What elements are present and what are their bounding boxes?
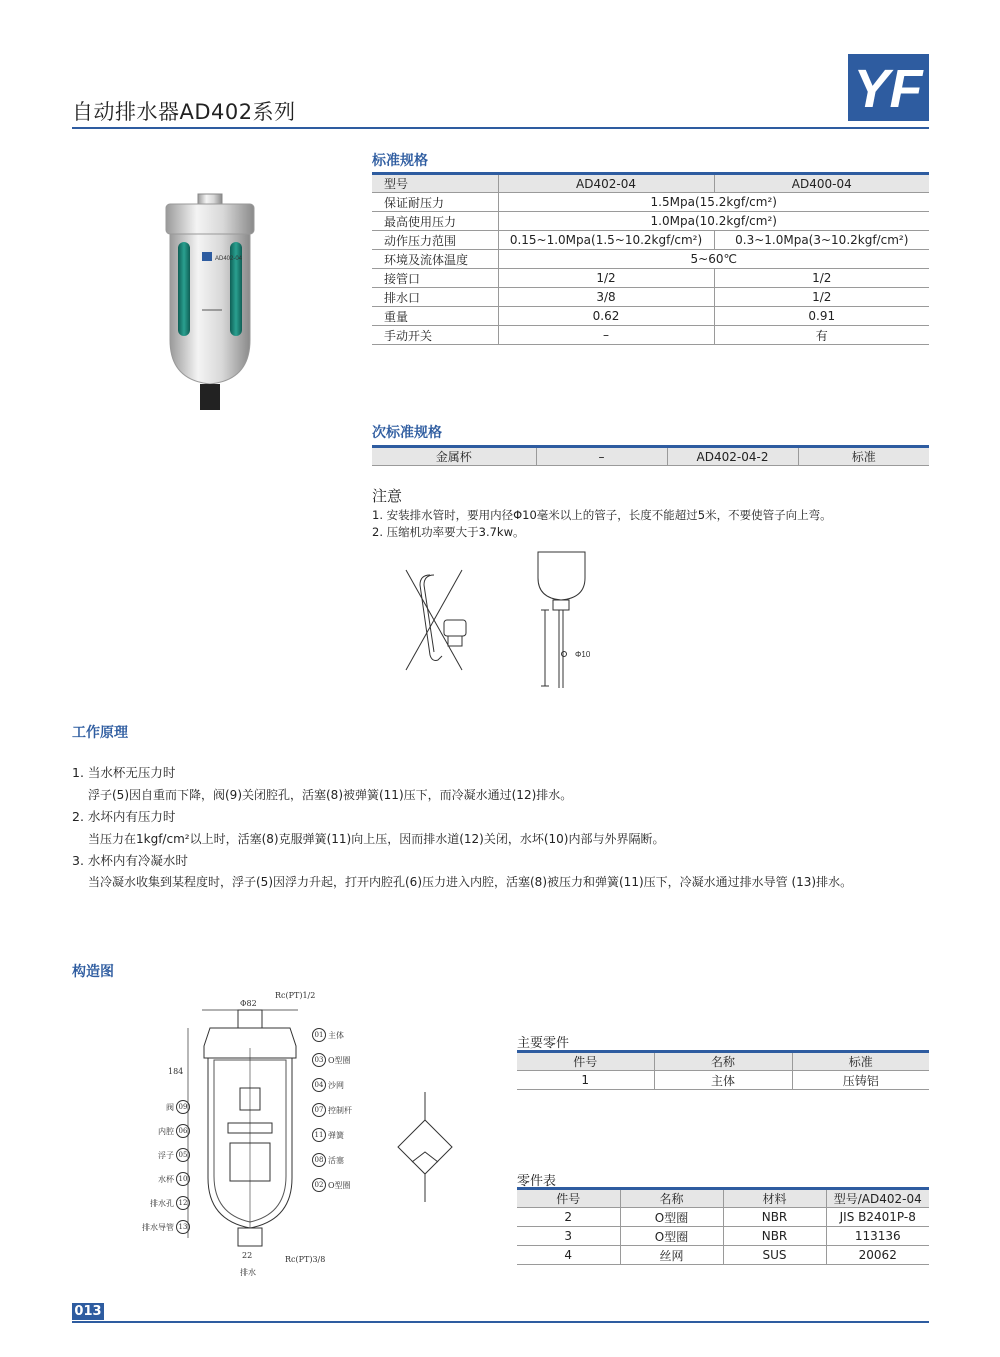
table-cell: 20062 (826, 1246, 929, 1265)
part-number: 02 (312, 1178, 326, 1192)
table-row (372, 212, 929, 231)
sub-spec-table (372, 445, 929, 466)
row-label: 手动开关 (372, 326, 498, 345)
page-number: 013 (72, 1303, 104, 1320)
header-cell: 型号 (372, 174, 498, 193)
part-callout (128, 1100, 190, 1114)
table-row (517, 1071, 929, 1090)
main-parts-title: 主要零件 (517, 1036, 570, 1051)
brand-logo (848, 54, 929, 121)
table-cell: 0.3~1.0Mpa(3~10.2kgf/cm²) (714, 231, 929, 250)
product-badge: AD402-04 (215, 256, 243, 262)
table-cell: O型圈 (620, 1208, 723, 1227)
part-number: 06 (176, 1124, 190, 1138)
working-heading: 3. 水杯内有冷凝水时 (72, 853, 188, 868)
part-number: 04 (312, 1078, 326, 1092)
table-cell: 4 (517, 1246, 620, 1265)
part-number: 09 (176, 1100, 190, 1114)
product-photo (160, 190, 260, 420)
dim-height: 184 (168, 1067, 184, 1076)
row-label: 动作压力范围 (372, 231, 498, 250)
part-name: 浮子 (158, 1150, 174, 1160)
standard-spec-title: 标准规格 (372, 153, 428, 169)
table-row (517, 1246, 929, 1265)
table-row (372, 288, 929, 307)
table-row (372, 269, 929, 288)
table-cell: 1.0Mpa(10.2kgf/cm²) (498, 212, 929, 231)
part-number: 05 (176, 1148, 190, 1162)
part-name: 水杯 (158, 1174, 174, 1184)
part-name: 控制杆 (328, 1105, 352, 1115)
part-callout (128, 1220, 190, 1234)
part-number: 08 (312, 1153, 326, 1167)
part-number: 07 (312, 1103, 326, 1117)
diameter-label: Φ10 (575, 650, 591, 659)
structure-title: 构造图 (72, 964, 114, 980)
table-header-row (517, 1189, 929, 1208)
table-cell: 113136 (826, 1227, 929, 1246)
parts-list-table (517, 1187, 929, 1265)
table-cell: 压铸铝 (792, 1071, 929, 1090)
part-name: 排水导管 (142, 1222, 174, 1232)
working-heading: 1. 当水杯无压力时 (72, 765, 176, 780)
table-cell: 3 (517, 1227, 620, 1246)
dim-bottom: 22 (242, 1251, 253, 1260)
part-callout (312, 1153, 382, 1167)
part-callout (312, 1103, 382, 1117)
main-parts-table (517, 1050, 929, 1090)
dim-port-top: Rc(PT)1/2 (275, 991, 316, 1000)
table-row (372, 326, 929, 345)
dim-port-bottom: Rc(PT)3/8 (285, 1255, 326, 1264)
header-cell: 材料 (723, 1189, 826, 1208)
table-cell: 主体 (654, 1071, 792, 1090)
part-name: O型圈 (328, 1180, 351, 1190)
table-row (372, 193, 929, 212)
table-cell: SUS (723, 1246, 826, 1265)
table-row (517, 1208, 929, 1227)
part-number: 03 (312, 1053, 326, 1067)
table-cell: 0.91 (714, 307, 929, 326)
table-cell: 5~60℃ (498, 250, 929, 269)
note-item: 2. 压缩机功率要大于3.7kw。 (372, 525, 525, 539)
table-cell: – (536, 447, 667, 466)
note-item: 1. 安装排水管时，要用内径Φ10毫米以上的管子，长度不能超过5米，不要使管子向上弯。 (372, 508, 832, 522)
row-label: 接管口 (372, 269, 498, 288)
parts-list-title: 零件表 (517, 1174, 557, 1189)
notes-title: 注意 (372, 487, 403, 505)
standard-spec-table (372, 172, 929, 345)
correct-install-diagram (535, 548, 605, 688)
table-cell: JIS B2401P-8 (826, 1208, 929, 1227)
table-cell: O型圈 (620, 1227, 723, 1246)
table-cell: 标准 (798, 447, 929, 466)
working-title: 工作原理 (72, 725, 128, 741)
table-row (372, 447, 929, 466)
wrong-install-diagram (400, 560, 470, 675)
working-body: 当冷凝水收集到某程度时，浮子(5)因浮力升起，打开内腔孔(6)压力进入内腔，活塞(8)被压力和弹簧(11)压下，冷凝水通过排水导管 (13)排水。 (88, 875, 853, 889)
part-callout (312, 1053, 382, 1067)
part-name: O型圈 (328, 1055, 351, 1065)
part-number: 11 (312, 1128, 326, 1142)
table-row (517, 1227, 929, 1246)
part-callout (128, 1172, 190, 1186)
table-cell: 1.5Mpa(15.2kgf/cm²) (498, 193, 929, 212)
footer-divider (72, 1321, 929, 1323)
part-callout (312, 1178, 382, 1192)
part-callout (128, 1148, 190, 1162)
part-callout (128, 1124, 190, 1138)
table-cell: 有 (714, 326, 929, 345)
header-cell: 标准 (792, 1052, 929, 1071)
working-body: 浮子(5)因自重而下降，阀(9)关闭腔孔，活塞(8)被弹簧(11)压下，而冷凝水通过(12)排水。 (88, 788, 573, 802)
row-label: 保证耐压力 (372, 193, 498, 212)
header-divider (72, 127, 929, 129)
table-cell: 1/2 (714, 269, 929, 288)
logo-text: YF (853, 59, 923, 119)
part-name: 活塞 (328, 1155, 344, 1165)
part-callout (312, 1128, 382, 1142)
row-label: 最高使用压力 (372, 212, 498, 231)
header-cell: 名称 (620, 1189, 723, 1208)
part-name: 主体 (328, 1030, 344, 1040)
table-row (372, 250, 929, 269)
table-cell: 2 (517, 1208, 620, 1227)
sub-spec-title: 次标准规格 (372, 425, 442, 441)
table-cell: 0.62 (498, 307, 714, 326)
part-name: 弹簧 (328, 1130, 344, 1140)
table-cell: AD402-04-2 (667, 447, 798, 466)
header-cell: AD400-04 (714, 174, 929, 193)
part-number: 13 (176, 1220, 190, 1234)
part-number: 01 (312, 1028, 326, 1042)
dim-drain: 排水 (240, 1268, 256, 1277)
header-cell: AD402-04 (498, 174, 714, 193)
part-name: 沙网 (328, 1080, 344, 1090)
table-header-row (372, 174, 929, 193)
working-body: 当压力在1kgf/cm²以上时，活塞(8)克服弹簧(11)向上压，因而排水道(12)关闭，水坏(10)内部与外界隔断。 (88, 832, 665, 846)
table-header-row (517, 1052, 929, 1071)
table-cell: 3/8 (498, 288, 714, 307)
table-cell: – (498, 326, 714, 345)
drain-symbol (390, 1092, 460, 1202)
part-callout (128, 1196, 190, 1210)
table-cell: 1/2 (714, 288, 929, 307)
part-callout (312, 1028, 382, 1042)
table-cell: NBR (723, 1227, 826, 1246)
table-cell: 丝网 (620, 1246, 723, 1265)
header-cell: 型号/AD402-04 (826, 1189, 929, 1208)
dim-top-dia: Φ82 (240, 999, 257, 1008)
row-label: 重量 (372, 307, 498, 326)
part-number: 12 (176, 1196, 190, 1210)
part-callout (312, 1078, 382, 1092)
table-row (372, 231, 929, 250)
row-label: 排水口 (372, 288, 498, 307)
table-row (372, 307, 929, 326)
part-number: 10 (176, 1172, 190, 1186)
header-cell: 件号 (517, 1189, 620, 1208)
row-label: 环境及流体温度 (372, 250, 498, 269)
table-cell: 1 (517, 1071, 654, 1090)
table-cell: 金属杯 (372, 447, 536, 466)
header-cell: 名称 (654, 1052, 792, 1071)
table-cell: NBR (723, 1208, 826, 1227)
part-name: 排水孔 (150, 1198, 174, 1208)
page-title: 自动排水器AD402系列 (72, 100, 296, 124)
part-name: 阀 (166, 1102, 174, 1112)
working-heading: 2. 水坏内有压力时 (72, 809, 176, 824)
table-cell: 0.15~1.0Mpa(1.5~10.2kgf/cm²) (498, 231, 714, 250)
table-cell: 1/2 (498, 269, 714, 288)
part-name: 内腔 (158, 1126, 174, 1136)
header-cell: 件号 (517, 1052, 654, 1071)
